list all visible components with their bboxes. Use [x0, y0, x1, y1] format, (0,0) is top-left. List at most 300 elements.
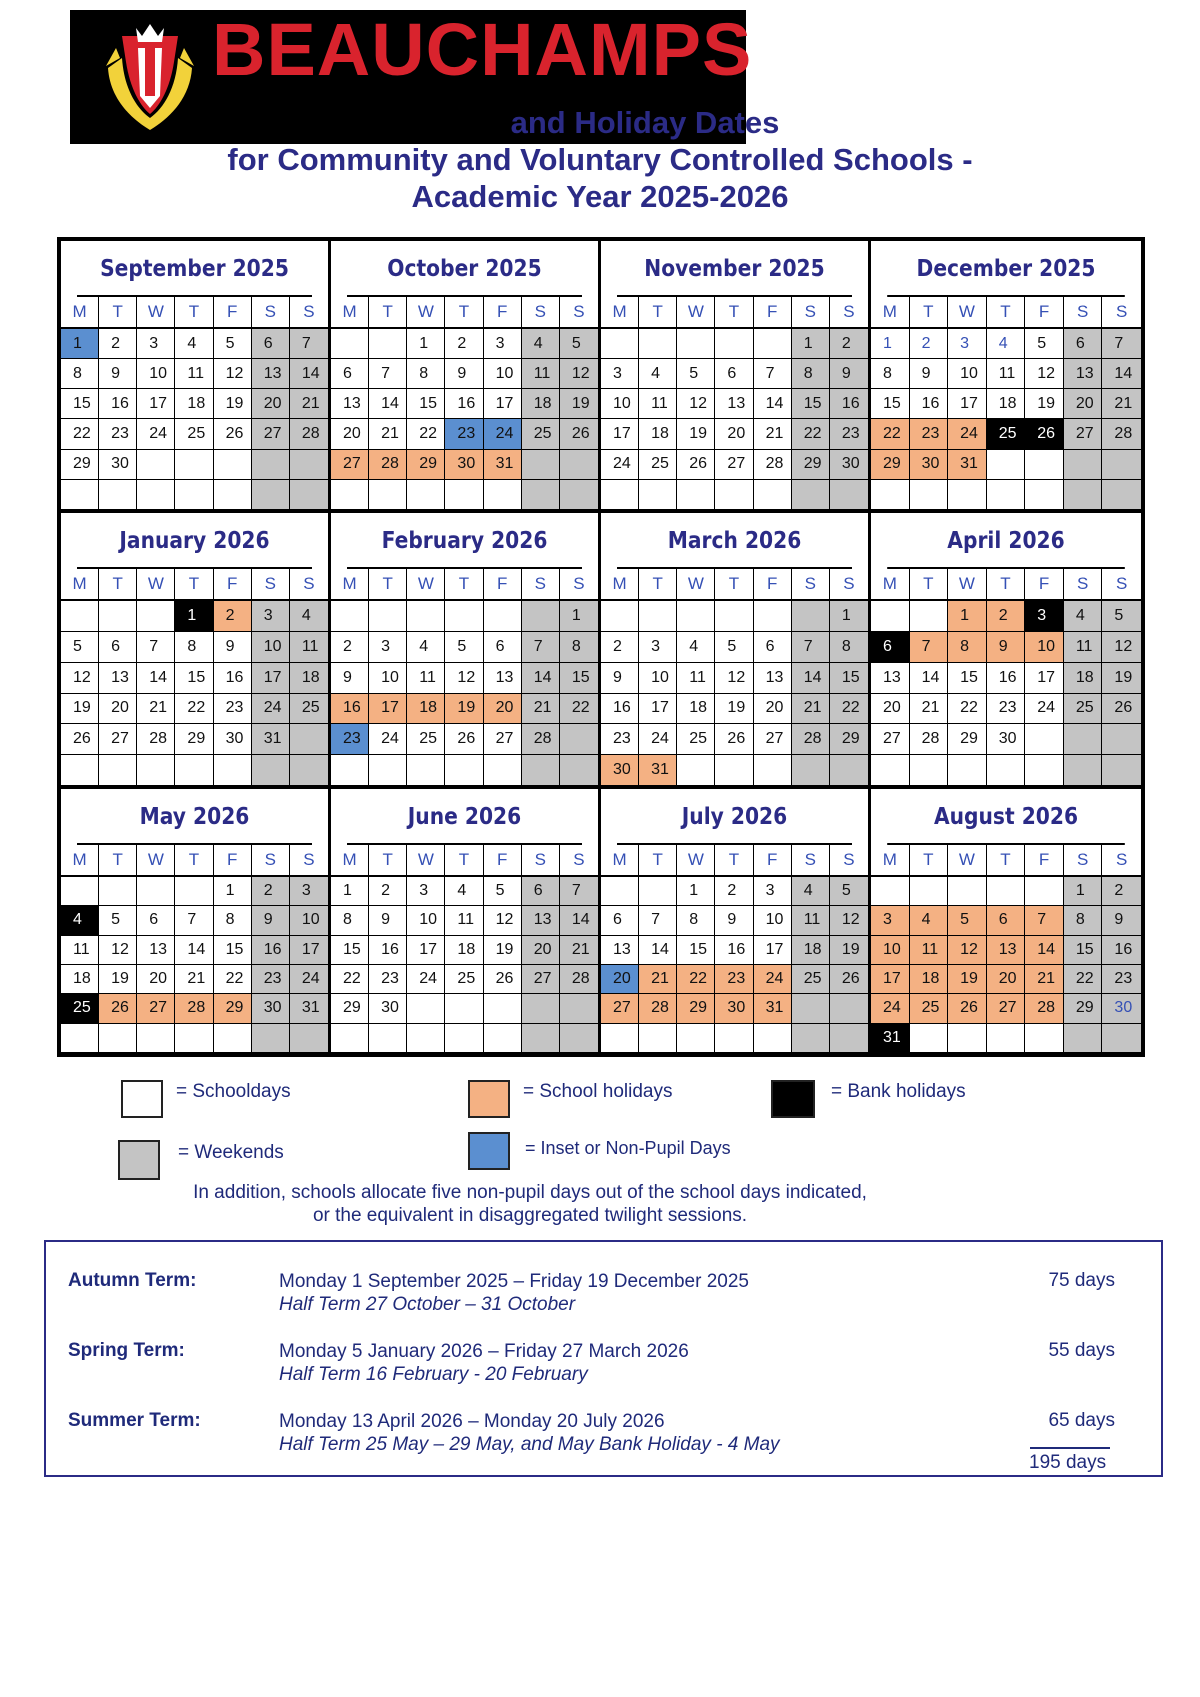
day-cell	[601, 601, 639, 632]
day-grid	[331, 601, 598, 786]
weekday-header: M	[61, 297, 99, 327]
weekday-header: T	[175, 297, 213, 327]
weekday-header: T	[445, 297, 483, 327]
day-cell	[407, 1024, 445, 1053]
month-name: June 2026	[347, 789, 582, 845]
weekday-header: M	[871, 569, 910, 599]
day-cell: 22	[677, 965, 715, 994]
day-cell: 23	[715, 965, 753, 994]
day-cell	[99, 877, 137, 906]
day-cell: 26	[1102, 694, 1141, 725]
day-cell	[987, 450, 1026, 480]
day-cell: 27	[871, 724, 910, 755]
weekday-header: T	[99, 297, 137, 327]
day-cell: 23	[1102, 965, 1141, 994]
day-cell: 16	[987, 663, 1026, 694]
day-cell: 28	[137, 724, 175, 755]
day-cell: 18	[677, 694, 715, 725]
spring-term-range: Monday 5 January 2026 – Friday 27 March 2026	[279, 1341, 689, 1362]
day-cell	[910, 877, 949, 906]
day-cell: 23	[252, 965, 290, 994]
day-cell	[484, 994, 522, 1023]
day-cell: 13	[252, 359, 290, 389]
day-cell: 30	[987, 724, 1026, 755]
day-cell	[1025, 877, 1064, 906]
day-cell: 28	[639, 994, 677, 1023]
day-cell	[522, 755, 560, 786]
day-cell: 16	[601, 694, 639, 725]
day-cell: 25	[1064, 694, 1103, 725]
day-cell: 2	[830, 329, 868, 359]
day-cell: 31	[948, 450, 987, 480]
day-cell: 19	[830, 936, 868, 965]
note-line-1: In addition, schools allocate five non-pupil days out of the school days indicated,	[193, 1182, 867, 1203]
note-line-2: or the equivalent in disaggregated twilight sessions.	[312, 1205, 748, 1226]
title-line-1: and Holiday Dates	[510, 105, 780, 140]
day-cell	[137, 450, 175, 480]
day-cell: 11	[910, 936, 949, 965]
day-cell: 22	[407, 419, 445, 449]
day-cell: 31	[290, 994, 328, 1023]
day-cell: 6	[252, 329, 290, 359]
day-cell: 26	[1025, 419, 1064, 449]
day-cell	[987, 755, 1026, 786]
day-cell: 29	[61, 450, 99, 480]
day-cell: 3	[601, 359, 639, 389]
weekday-header: S	[1116, 574, 1128, 593]
day-grid	[601, 877, 868, 1053]
day-cell: 1	[560, 601, 598, 632]
day-cell	[830, 1024, 868, 1053]
day-cell: 20	[522, 936, 560, 965]
day-cell: 28	[369, 450, 407, 480]
day-cell: 29	[407, 450, 445, 480]
day-cell	[175, 877, 213, 906]
day-cell: 25	[522, 419, 560, 449]
day-cell: 21	[290, 389, 328, 419]
weekday-header: T	[99, 569, 137, 599]
day-cell: 2	[214, 601, 252, 632]
day-cell: 11	[639, 389, 677, 419]
weekday-header: T	[639, 845, 677, 875]
day-cell: 18	[639, 419, 677, 449]
day-cell: 19	[61, 694, 99, 725]
day-cell	[407, 601, 445, 632]
day-cell: 17	[639, 694, 677, 725]
day-cell	[214, 480, 252, 510]
day-cell: 2	[1102, 877, 1141, 906]
weekday-header: S	[573, 574, 585, 593]
day-cell: 13	[715, 389, 753, 419]
day-cell	[445, 601, 483, 632]
weekday-header-row	[331, 845, 598, 877]
day-cell	[369, 601, 407, 632]
weekday-header: S	[573, 850, 585, 869]
day-cell: 8	[677, 906, 715, 935]
day-cell: 9	[214, 632, 252, 663]
day-cell: 11	[290, 632, 328, 663]
weekday-header: M	[601, 569, 639, 599]
day-cell	[137, 755, 175, 786]
day-cell	[484, 480, 522, 510]
day-cell: 13	[99, 663, 137, 694]
day-cell: 1	[61, 329, 99, 359]
month-block	[601, 513, 871, 789]
month-block	[331, 241, 601, 513]
month-name: April 2026	[887, 513, 1125, 569]
day-cell: 9	[252, 906, 290, 935]
weekday-header: S	[843, 850, 855, 869]
day-cell: 24	[407, 965, 445, 994]
day-cell: 3	[484, 329, 522, 359]
weekday-header: T	[715, 845, 753, 875]
day-cell: 31	[754, 994, 792, 1023]
day-cell: 4	[987, 329, 1026, 359]
legend-inset-swatch	[468, 1132, 510, 1170]
day-cell: 18	[61, 965, 99, 994]
day-cell: 13	[137, 936, 175, 965]
weekday-header: F	[754, 569, 792, 599]
month-block	[61, 513, 331, 789]
day-cell: 6	[871, 632, 910, 663]
spring-term-label: Spring Term:	[68, 1340, 185, 1361]
day-cell: 14	[137, 663, 175, 694]
day-cell: 3	[290, 877, 328, 906]
day-cell: 30	[715, 994, 753, 1023]
day-cell: 23	[331, 724, 369, 755]
day-cell	[639, 877, 677, 906]
day-cell: 23	[445, 419, 483, 449]
day-cell: 6	[754, 632, 792, 663]
day-cell: 7	[522, 632, 560, 663]
day-cell: 31	[252, 724, 290, 755]
day-cell: 22	[1064, 965, 1103, 994]
day-cell: 5	[830, 877, 868, 906]
day-cell: 4	[1064, 601, 1103, 632]
day-cell	[677, 480, 715, 510]
day-cell: 11	[175, 359, 213, 389]
day-cell: 15	[560, 663, 598, 694]
day-cell	[560, 1024, 598, 1053]
day-cell: 8	[175, 632, 213, 663]
month-name: February 2026	[347, 513, 582, 569]
day-grid	[871, 877, 1141, 1053]
day-cell: 2	[601, 632, 639, 663]
day-cell	[522, 1024, 560, 1053]
weekday-header: M	[331, 569, 369, 599]
day-cell: 13	[987, 936, 1026, 965]
weekday-header: T	[987, 297, 1026, 327]
weekday-header: T	[715, 297, 753, 327]
day-cell	[560, 480, 598, 510]
day-cell: 27	[987, 994, 1026, 1023]
day-cell: 7	[369, 359, 407, 389]
day-cell: 22	[61, 419, 99, 449]
day-cell: 6	[715, 359, 753, 389]
summer-term-label: Summer Term:	[68, 1410, 201, 1431]
non-pupil-days-note	[0, 1181, 1060, 1227]
day-cell: 5	[948, 906, 987, 935]
weekday-header: W	[137, 297, 175, 327]
autumn-term-days: 75 days	[1048, 1270, 1115, 1291]
day-cell: 1	[407, 329, 445, 359]
weekday-header: F	[1025, 297, 1064, 327]
day-cell: 25	[445, 965, 483, 994]
day-cell	[792, 994, 830, 1023]
day-cell: 26	[445, 724, 483, 755]
weekday-header: S	[573, 302, 585, 321]
month-block	[871, 513, 1141, 789]
day-cell: 31	[639, 755, 677, 786]
day-cell: 24	[639, 724, 677, 755]
day-cell	[792, 480, 830, 510]
day-cell: 18	[1064, 663, 1103, 694]
day-cell: 7	[1025, 906, 1064, 935]
weekday-header: F	[754, 297, 792, 327]
day-cell: 15	[948, 663, 987, 694]
spring-term-days: 55 days	[1048, 1340, 1115, 1361]
day-cell: 19	[445, 694, 483, 725]
day-cell: 19	[99, 965, 137, 994]
autumn-term-label: Autumn Term:	[68, 1270, 197, 1291]
title-line-3: Academic Year 2025-2026	[411, 179, 789, 214]
day-cell: 29	[830, 724, 868, 755]
day-cell: 12	[214, 359, 252, 389]
day-cell: 14	[910, 663, 949, 694]
weekday-header: T	[369, 569, 407, 599]
day-cell: 29	[1064, 994, 1103, 1023]
day-cell: 15	[331, 936, 369, 965]
day-cell: 14	[560, 906, 598, 935]
day-cell	[1102, 480, 1141, 510]
day-cell	[560, 724, 598, 755]
day-cell	[407, 994, 445, 1023]
day-cell	[522, 450, 560, 480]
weekday-header: T	[910, 297, 949, 327]
day-cell: 11	[1064, 632, 1103, 663]
legend-school-holidays-swatch	[468, 1080, 510, 1118]
day-cell: 30	[99, 450, 137, 480]
day-cell: 12	[830, 906, 868, 935]
weekday-header: S	[1116, 302, 1128, 321]
day-cell: 11	[445, 906, 483, 935]
weekday-header: F	[1025, 569, 1064, 599]
day-cell: 24	[1025, 694, 1064, 725]
day-cell	[1064, 1024, 1103, 1053]
day-cell: 24	[137, 419, 175, 449]
weekday-header: S	[1064, 297, 1103, 327]
day-cell: 17	[290, 936, 328, 965]
day-grid	[871, 601, 1141, 786]
day-cell: 27	[715, 450, 753, 480]
day-cell	[331, 755, 369, 786]
day-cell: 5	[445, 632, 483, 663]
day-cell: 16	[1102, 936, 1141, 965]
weekday-header: T	[369, 297, 407, 327]
day-cell: 10	[369, 663, 407, 694]
day-cell: 27	[252, 419, 290, 449]
day-cell	[369, 755, 407, 786]
month-name: May 2026	[77, 789, 312, 845]
day-cell: 10	[948, 359, 987, 389]
day-cell: 21	[792, 694, 830, 725]
month-block	[871, 241, 1141, 513]
day-cell	[290, 480, 328, 510]
day-cell: 21	[1102, 389, 1141, 419]
day-cell	[948, 877, 987, 906]
day-cell	[677, 1024, 715, 1053]
day-cell	[214, 450, 252, 480]
day-cell: 12	[948, 936, 987, 965]
weekday-header: T	[639, 569, 677, 599]
day-cell	[987, 877, 1026, 906]
day-cell: 10	[484, 359, 522, 389]
day-grid	[61, 329, 328, 510]
day-cell: 29	[175, 724, 213, 755]
month-name: March 2026	[617, 513, 852, 569]
legend-schooldays-label: = Schooldays	[176, 1081, 291, 1102]
day-cell	[445, 1024, 483, 1053]
weekday-header: S	[303, 574, 315, 593]
day-cell: 28	[1102, 419, 1141, 449]
day-cell: 24	[871, 994, 910, 1023]
day-cell: 17	[1025, 663, 1064, 694]
day-cell: 3	[369, 632, 407, 663]
day-cell: 17	[137, 389, 175, 419]
day-cell: 30	[601, 755, 639, 786]
day-cell	[99, 480, 137, 510]
day-cell	[987, 1024, 1026, 1053]
day-cell: 9	[910, 359, 949, 389]
day-cell	[560, 994, 598, 1023]
day-cell	[601, 480, 639, 510]
day-cell: 17	[754, 936, 792, 965]
day-cell: 15	[214, 936, 252, 965]
day-cell: 10	[601, 389, 639, 419]
weekday-header: T	[910, 569, 949, 599]
day-cell: 20	[871, 694, 910, 725]
day-cell: 28	[910, 724, 949, 755]
day-cell	[369, 1024, 407, 1053]
day-cell: 19	[1102, 663, 1141, 694]
day-cell: 15	[1064, 936, 1103, 965]
day-cell: 18	[522, 389, 560, 419]
day-cell: 9	[715, 906, 753, 935]
day-cell: 22	[948, 694, 987, 725]
day-cell: 28	[522, 724, 560, 755]
day-cell	[948, 480, 987, 510]
day-cell: 1	[830, 601, 868, 632]
day-cell: 30	[252, 994, 290, 1023]
day-cell	[175, 480, 213, 510]
weekday-header: W	[407, 845, 445, 875]
weekday-header: W	[677, 569, 715, 599]
day-cell: 14	[522, 663, 560, 694]
day-cell	[484, 1024, 522, 1053]
summer-term-dates	[279, 1410, 780, 1456]
day-grid	[331, 329, 598, 510]
day-cell: 3	[137, 329, 175, 359]
day-cell: 27	[99, 724, 137, 755]
day-cell: 12	[99, 936, 137, 965]
day-cell	[1025, 724, 1064, 755]
day-cell: 26	[214, 419, 252, 449]
day-cell	[987, 480, 1026, 510]
day-cell: 27	[331, 450, 369, 480]
day-cell	[1102, 755, 1141, 786]
month-block	[871, 789, 1141, 1053]
weekday-header: S	[252, 845, 290, 875]
day-cell: 6	[522, 877, 560, 906]
spring-term-dates	[279, 1340, 689, 1386]
day-cell: 14	[792, 663, 830, 694]
day-cell: 8	[61, 359, 99, 389]
day-cell: 7	[910, 632, 949, 663]
day-cell	[61, 601, 99, 632]
day-cell	[754, 1024, 792, 1053]
day-cell	[331, 480, 369, 510]
day-cell	[331, 1024, 369, 1053]
day-cell	[137, 1024, 175, 1053]
day-cell	[560, 755, 598, 786]
day-cell: 5	[1102, 601, 1141, 632]
day-cell: 5	[214, 329, 252, 359]
day-cell: 29	[871, 450, 910, 480]
day-cell: 5	[715, 632, 753, 663]
day-cell: 26	[830, 965, 868, 994]
weekday-header: T	[987, 569, 1026, 599]
day-cell: 4	[61, 906, 99, 935]
weekday-header: T	[175, 845, 213, 875]
day-cell: 14	[639, 936, 677, 965]
weekday-header: S	[303, 302, 315, 321]
weekday-header: S	[522, 845, 560, 875]
day-cell: 9	[331, 663, 369, 694]
day-cell: 6	[601, 906, 639, 935]
day-cell	[252, 1024, 290, 1053]
day-cell: 15	[61, 389, 99, 419]
day-cell: 22	[560, 694, 598, 725]
day-cell: 23	[99, 419, 137, 449]
day-cell: 27	[484, 724, 522, 755]
day-cell: 30	[445, 450, 483, 480]
day-cell	[214, 755, 252, 786]
day-cell	[1025, 1024, 1064, 1053]
day-cell	[61, 480, 99, 510]
day-cell: 3	[407, 877, 445, 906]
day-cell: 14	[754, 389, 792, 419]
day-cell: 18	[290, 663, 328, 694]
day-cell: 16	[369, 936, 407, 965]
day-cell: 24	[252, 694, 290, 725]
day-cell	[948, 755, 987, 786]
day-grid	[601, 601, 868, 786]
weekday-header: S	[843, 302, 855, 321]
day-cell	[61, 1024, 99, 1053]
weekday-header: S	[522, 569, 560, 599]
day-cell: 2	[99, 329, 137, 359]
day-cell: 1	[871, 329, 910, 359]
day-cell: 2	[910, 329, 949, 359]
month-name: August 2026	[887, 789, 1125, 845]
day-cell: 25	[639, 450, 677, 480]
day-cell: 4	[522, 329, 560, 359]
day-cell: 8	[948, 632, 987, 663]
day-cell: 9	[1102, 906, 1141, 935]
day-cell: 8	[792, 359, 830, 389]
day-cell: 11	[407, 663, 445, 694]
day-cell: 30	[369, 994, 407, 1023]
